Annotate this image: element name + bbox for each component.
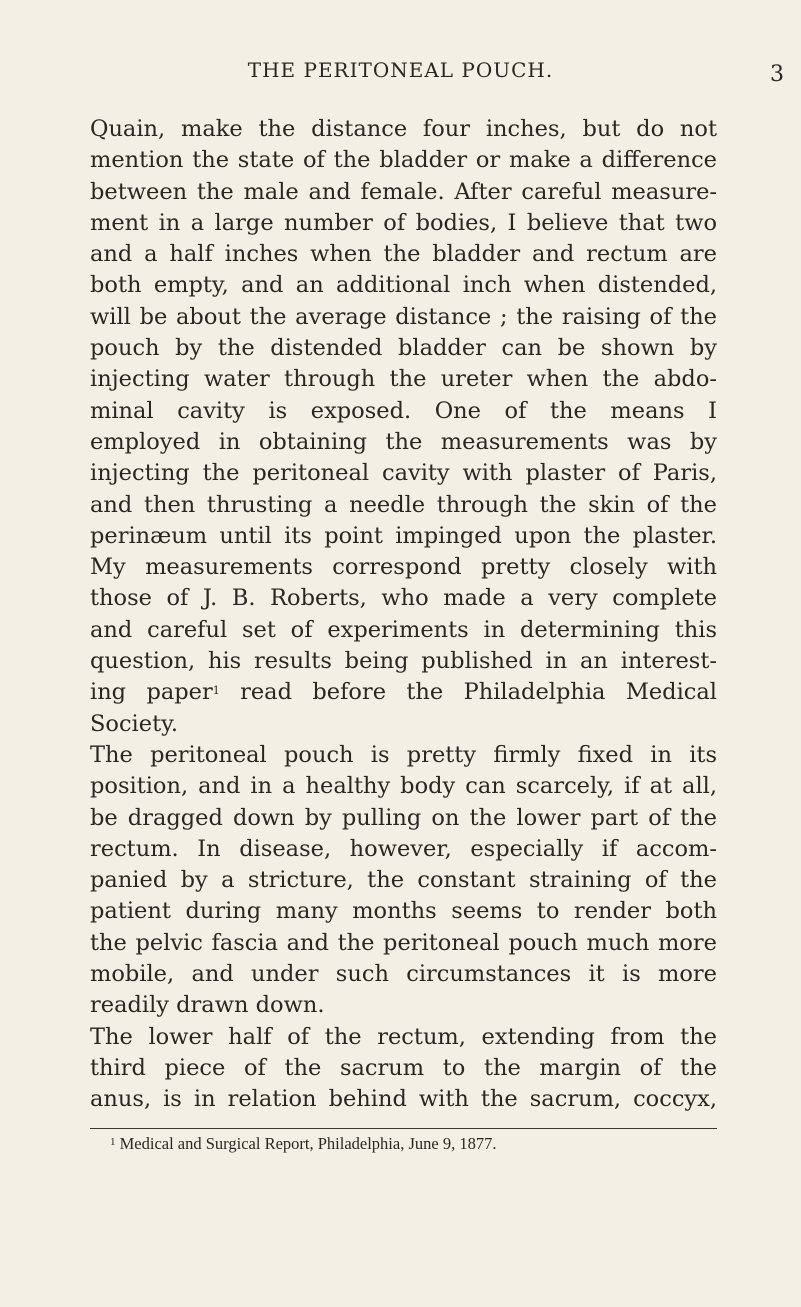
text-line: Society. — [90, 710, 178, 737]
body-text — [90, 114, 717, 1116]
text-line: mobile, and under such circumstances it is more — [90, 961, 717, 988]
text-line: and a half inches when the bladder and rectum are — [90, 241, 717, 268]
text-line: anus, is in relation behind with the sacrum, coccyx, — [90, 1086, 717, 1113]
text-line: question, his results being published in an interest- — [90, 648, 717, 675]
text-line: rectum. In disease, however, especially if accom- — [90, 835, 717, 862]
text-line: injecting water through the ureter when the abdo- — [90, 366, 717, 393]
text-fragment: ing paper — [90, 679, 213, 706]
text-line: Quain, make the distance four inches, but do not — [90, 116, 717, 142]
footnote-marker: 1 — [110, 1136, 116, 1148]
text-line: panied by a stricture, the constant straining of the — [90, 867, 717, 894]
text-line: patient during many months seems to render both — [90, 898, 717, 925]
footnote-marker: 1 — [212, 684, 220, 698]
text-line: between the male and female. After careful measure- — [90, 178, 717, 205]
text-line: and careful set of experiments in determining this — [90, 616, 717, 643]
running-head: THE PERITONEAL POUCH. — [247, 58, 554, 82]
text-line: perinæum until its point impinged upon the plaster. — [90, 522, 717, 549]
text-line: third piece of the sacrum to the margin of the — [90, 1054, 717, 1081]
text-line: minal cavity is exposed. One of the means I — [90, 397, 717, 424]
text-line: pouch by the distended bladder can be shown by — [90, 335, 717, 362]
text-line-with-footnote — [90, 677, 717, 708]
page-number: 3 — [770, 62, 784, 87]
footnote-divider — [90, 1128, 717, 1129]
text-line: the pelvic fascia and the peritoneal pouch much more — [90, 929, 717, 956]
text-line: mention the state of the bladder or make a difference — [90, 147, 717, 174]
text-line: My measurements correspond pretty closely with — [90, 554, 717, 581]
text-line: those of J. B. Roberts, who made a very complete — [90, 585, 717, 612]
text-line: The peritoneal pouch is pretty firmly fixed in its — [90, 741, 717, 768]
text-line: employed in obtaining the measurements was by — [90, 428, 717, 455]
text-line: injecting the peritoneal cavity with plaster of Paris, — [90, 460, 717, 487]
text-line: The lower half of the rectum, extending from the — [90, 1023, 717, 1050]
text-line: ment in a large number of bodies, I believe that two — [90, 209, 717, 236]
text-fragment: read before the Philadelphia Medical — [219, 679, 717, 706]
footnote — [110, 1133, 730, 1155]
text-line: be dragged down by pulling on the lower part of the — [90, 804, 717, 831]
footnote-text: Medical and Surgical Report, Philadelphia, June 9, 1877. — [115, 1134, 497, 1153]
text-line: position, and in a healthy body can scarcely, if at all, — [90, 773, 717, 800]
text-line: both empty, and an additional inch when distended, — [90, 272, 717, 299]
text-line: will be about the average distance ; the raising of the — [90, 303, 717, 330]
text-line: and then thrusting a needle through the skin of the — [90, 491, 717, 518]
text-line: readily drawn down. — [90, 992, 325, 1019]
